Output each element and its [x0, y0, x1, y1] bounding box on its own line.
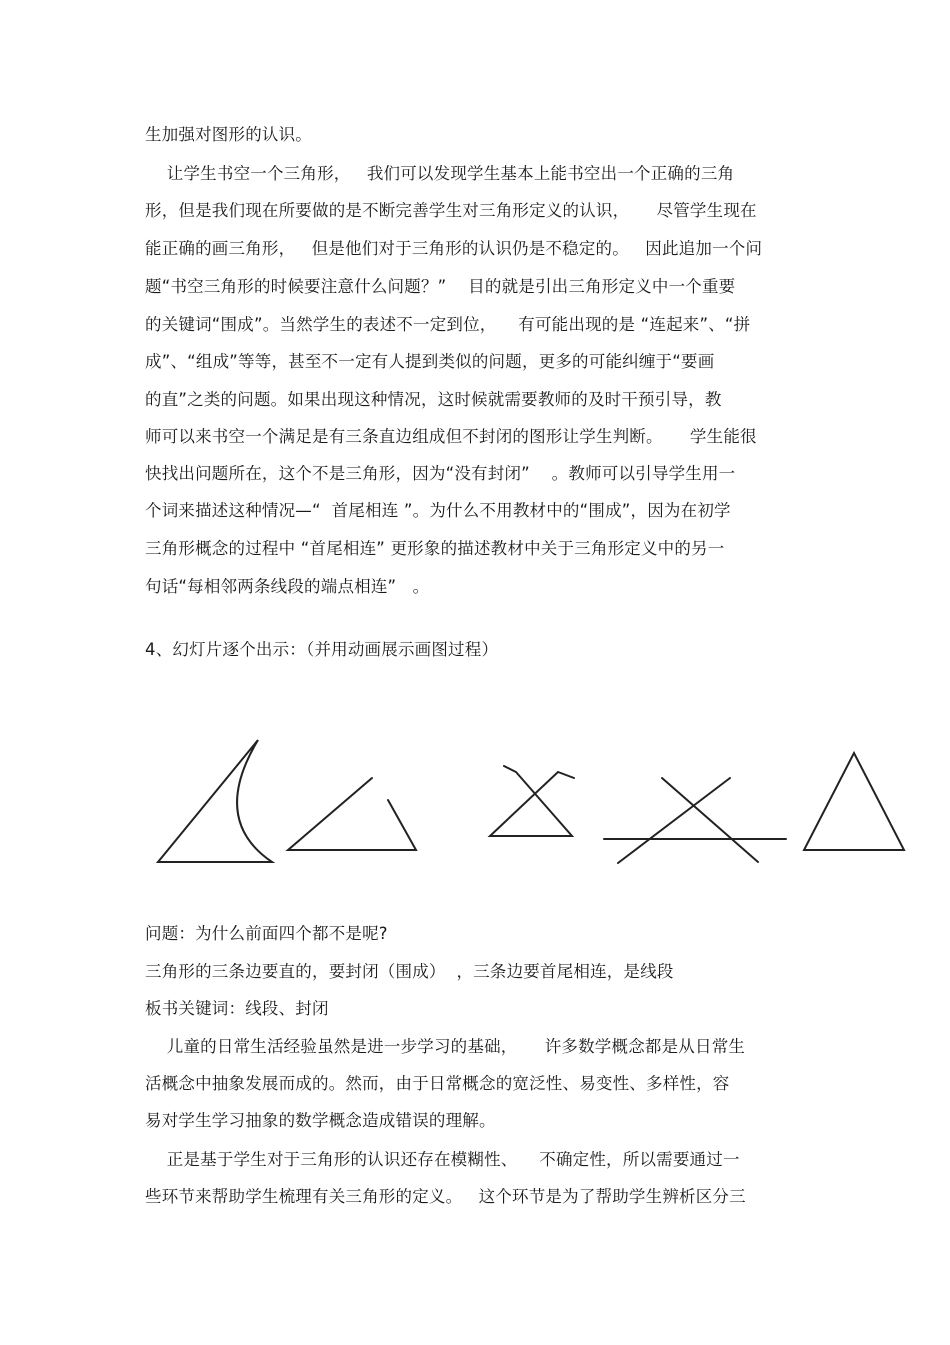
- text-line: 个词来描述这种情况—“ 首尾相连 ”。为什么不用教材中的“围成”，因为在初学: [145, 501, 731, 520]
- text-line: 快找出问题所在，这个不是三角形，因为“没有封闭” 。教师可以引导学生用一: [145, 464, 736, 483]
- extended-ends-shape: [490, 766, 574, 836]
- text-line: 的直”之类的问题。如果出现这种情况，这时候就需要教师的及时干预引导，教: [145, 390, 722, 409]
- open-shape: [288, 778, 416, 850]
- text-line: 儿童的日常生活经验虽然是进一步学习的基础， 许多数学概念都是从日常生: [145, 1037, 746, 1056]
- text-line: 生加强对图形的认识。: [145, 125, 312, 144]
- section-heading: 4、幻灯片逐个出示：（并用动画展示画图过程）: [145, 640, 499, 659]
- text-line: 句话“每相邻两条线段的端点相连” 。: [145, 577, 430, 596]
- text-line: 三角形的三条边要直的，要封闭（围成） ，三条边要首尾相连，是线段: [145, 962, 674, 981]
- text-line: 的关键词“围成”。当然学生的表述不一定到位， 有可能出现的是 “连起来”、“拼: [145, 315, 751, 334]
- shapes-figure: [150, 730, 910, 875]
- text-line: 问题：为什么前面四个都不是呢?: [145, 924, 388, 943]
- text-line: 板书关键词：线段、封闭: [145, 999, 329, 1018]
- text-line: 让学生书空一个三角形， 我们可以发现学生基本上能书空出一个正确的三角: [145, 164, 735, 183]
- text-line: 师可以来书空一个满足是有三条直边组成但不封闭的图形让学生判断。 学生能很: [145, 427, 757, 446]
- text-line: 形，但是我们现在所要做的是不断完善学生对三角形定义的认识， 尽管学生现在: [145, 201, 757, 220]
- text-line: 些环节来帮助学生梳理有关三角形的定义。 这个环节是为了帮助学生辨析区分三: [145, 1187, 746, 1206]
- triangle-shape: [804, 753, 904, 850]
- text-line: 成”、“组成”等等，甚至不一定有人提到类似的问题，更多的可能纠缠于“要画: [145, 352, 715, 371]
- text-line: 题“书空三角形的时候要注意什么问题？” 目的就是引出三角形定义中一个重要: [145, 277, 736, 296]
- text-line: 三角形概念的过程中 “首尾相连” 更形象的描述教材中关于三角形定义中的另一: [145, 539, 725, 558]
- text-line: 正是基于学生对于三角形的认识还存在模糊性、 不确定性，所以需要通过一: [145, 1150, 740, 1169]
- text-line: 能正确的画三角形， 但是他们对于三角形的认识仍是不稳定的。 因此追加一个问: [145, 239, 763, 258]
- crossing-lines-shape: [604, 778, 786, 863]
- curved-side-shape: [158, 740, 272, 862]
- text-line: 活概念中抽象发展而成的。然而，由于日常概念的宽泛性、易变性、多样性，容: [145, 1074, 730, 1093]
- text-line: 易对学生学习抽象的数学概念造成错误的理解。: [145, 1111, 496, 1130]
